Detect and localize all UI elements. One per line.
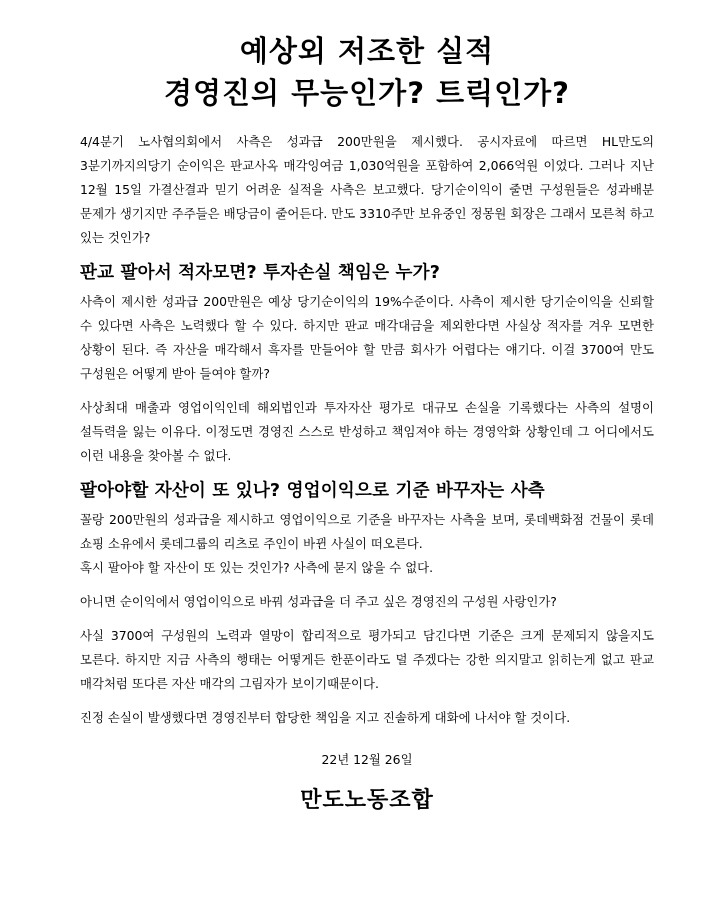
section-2-heading: 팔아야할 자산이 또 있나? 영업이익으로 기준 바꾸자는 사측 — [80, 481, 545, 501]
section-1-heading: 판교 팔아서 적자모면? 투자손실 책임은 누가? — [80, 263, 441, 283]
document-date: 22년 12월 26일 — [321, 752, 413, 767]
section-2-paragraph-4: 사실 3700여 구성원의 노력과 열망이 합리적으로 평가되고 담긴다면 기준은 크게 문제되지 않을지도 모른다. 하지만 지금 사측의 행태는 어떻게든 한푼이라도 덜 주겠다는 강한 의지말고 읽히는게 없고 판교 매각처럼 또다른 자산 매각의 그림자가 보이기때문이다. — [80, 628, 654, 691]
title-line-1: 예상외 저조한 실적 — [239, 34, 495, 68]
organization-name: 만도노동조합 — [300, 788, 434, 813]
intro-paragraph: 4/4분기 노사협의회에서 사측은 성과급 200만원을 제시했다. 공시자료에 따르면 HL만도의 3분기까지의당기 순이익은 판교사옥 매각잉여금 1,030억원을 포함하여 2,066억원 이었다. 그러나 지난 12월 15일 가결산결과 믿기 어려운 실적을 사측은 보고했다. 당기순이익이 줄면 구성원들은 성과배분 문제가 생기지만 주주들은 배당금이 줄어든다. 만도 3310주만 보유중인 정몽원 회장은 그래서 모른척 하고 있는 것인가? — [80, 134, 654, 245]
section-1-paragraph-2: 사상최대 매출과 영업이익인데 해외법인과 투자자산 평가로 대규모 손실을 기록했다는 사측의 설명이 설득력을 잃는 이유다. 이정도면 경영진 스스로 반성하고 책임져야 하는 경영악화 상황인데 그 어디에서도 이런 내용을 찾아볼 수 없다. — [80, 400, 654, 463]
section-2-paragraph-5: 진정 손실이 발생했다면 경영진부터 합당한 책임을 지고 진솔하게 대화에 나서야 할 것이다. — [80, 710, 571, 725]
section-2-paragraph-3: 아니면 순이익에서 영업이익으로 바꿔 성과급을 더 주고 싶은 경영진의 구성원 사랑인가? — [80, 594, 557, 609]
section-2-paragraph-2: 혹시 팔아야 할 자산이 또 있는 것인가? 사측에 묻지 않을 수 없다. — [80, 560, 434, 575]
title-line-2: 경영진의 무능인가? 트릭인가? — [163, 76, 570, 110]
document-title — [80, 30, 654, 114]
section-1-paragraph-1: 사측이 제시한 성과급 200만원은 예상 당기순이익의 19%수준이다. 사측이 제시한 당기순이익을 신뢰할 수 있다면 사측은 노력했다 할 수 있다. 하지만 판교 매각대금을 제외한다면 사실상 적자를 겨우 모면한 상황이 된다. 즉 자산을 매각해서 흑자를 만들어야 할 만큼 회사가 어렵다는 얘기다. 이걸 3700여 만도 구성원은 어떻게 받아 들여야 할까? — [80, 294, 654, 381]
section-2-paragraph-1: 꼴랑 200만원의 성과급을 제시하고 영업이익으로 기준을 바꾸자는 사측을 보며, 롯데백화점 건물이 롯데 쇼핑 소유에서 롯데그룹의 리츠로 주인이 바뀐 사실이 떠오른다. — [80, 512, 654, 551]
